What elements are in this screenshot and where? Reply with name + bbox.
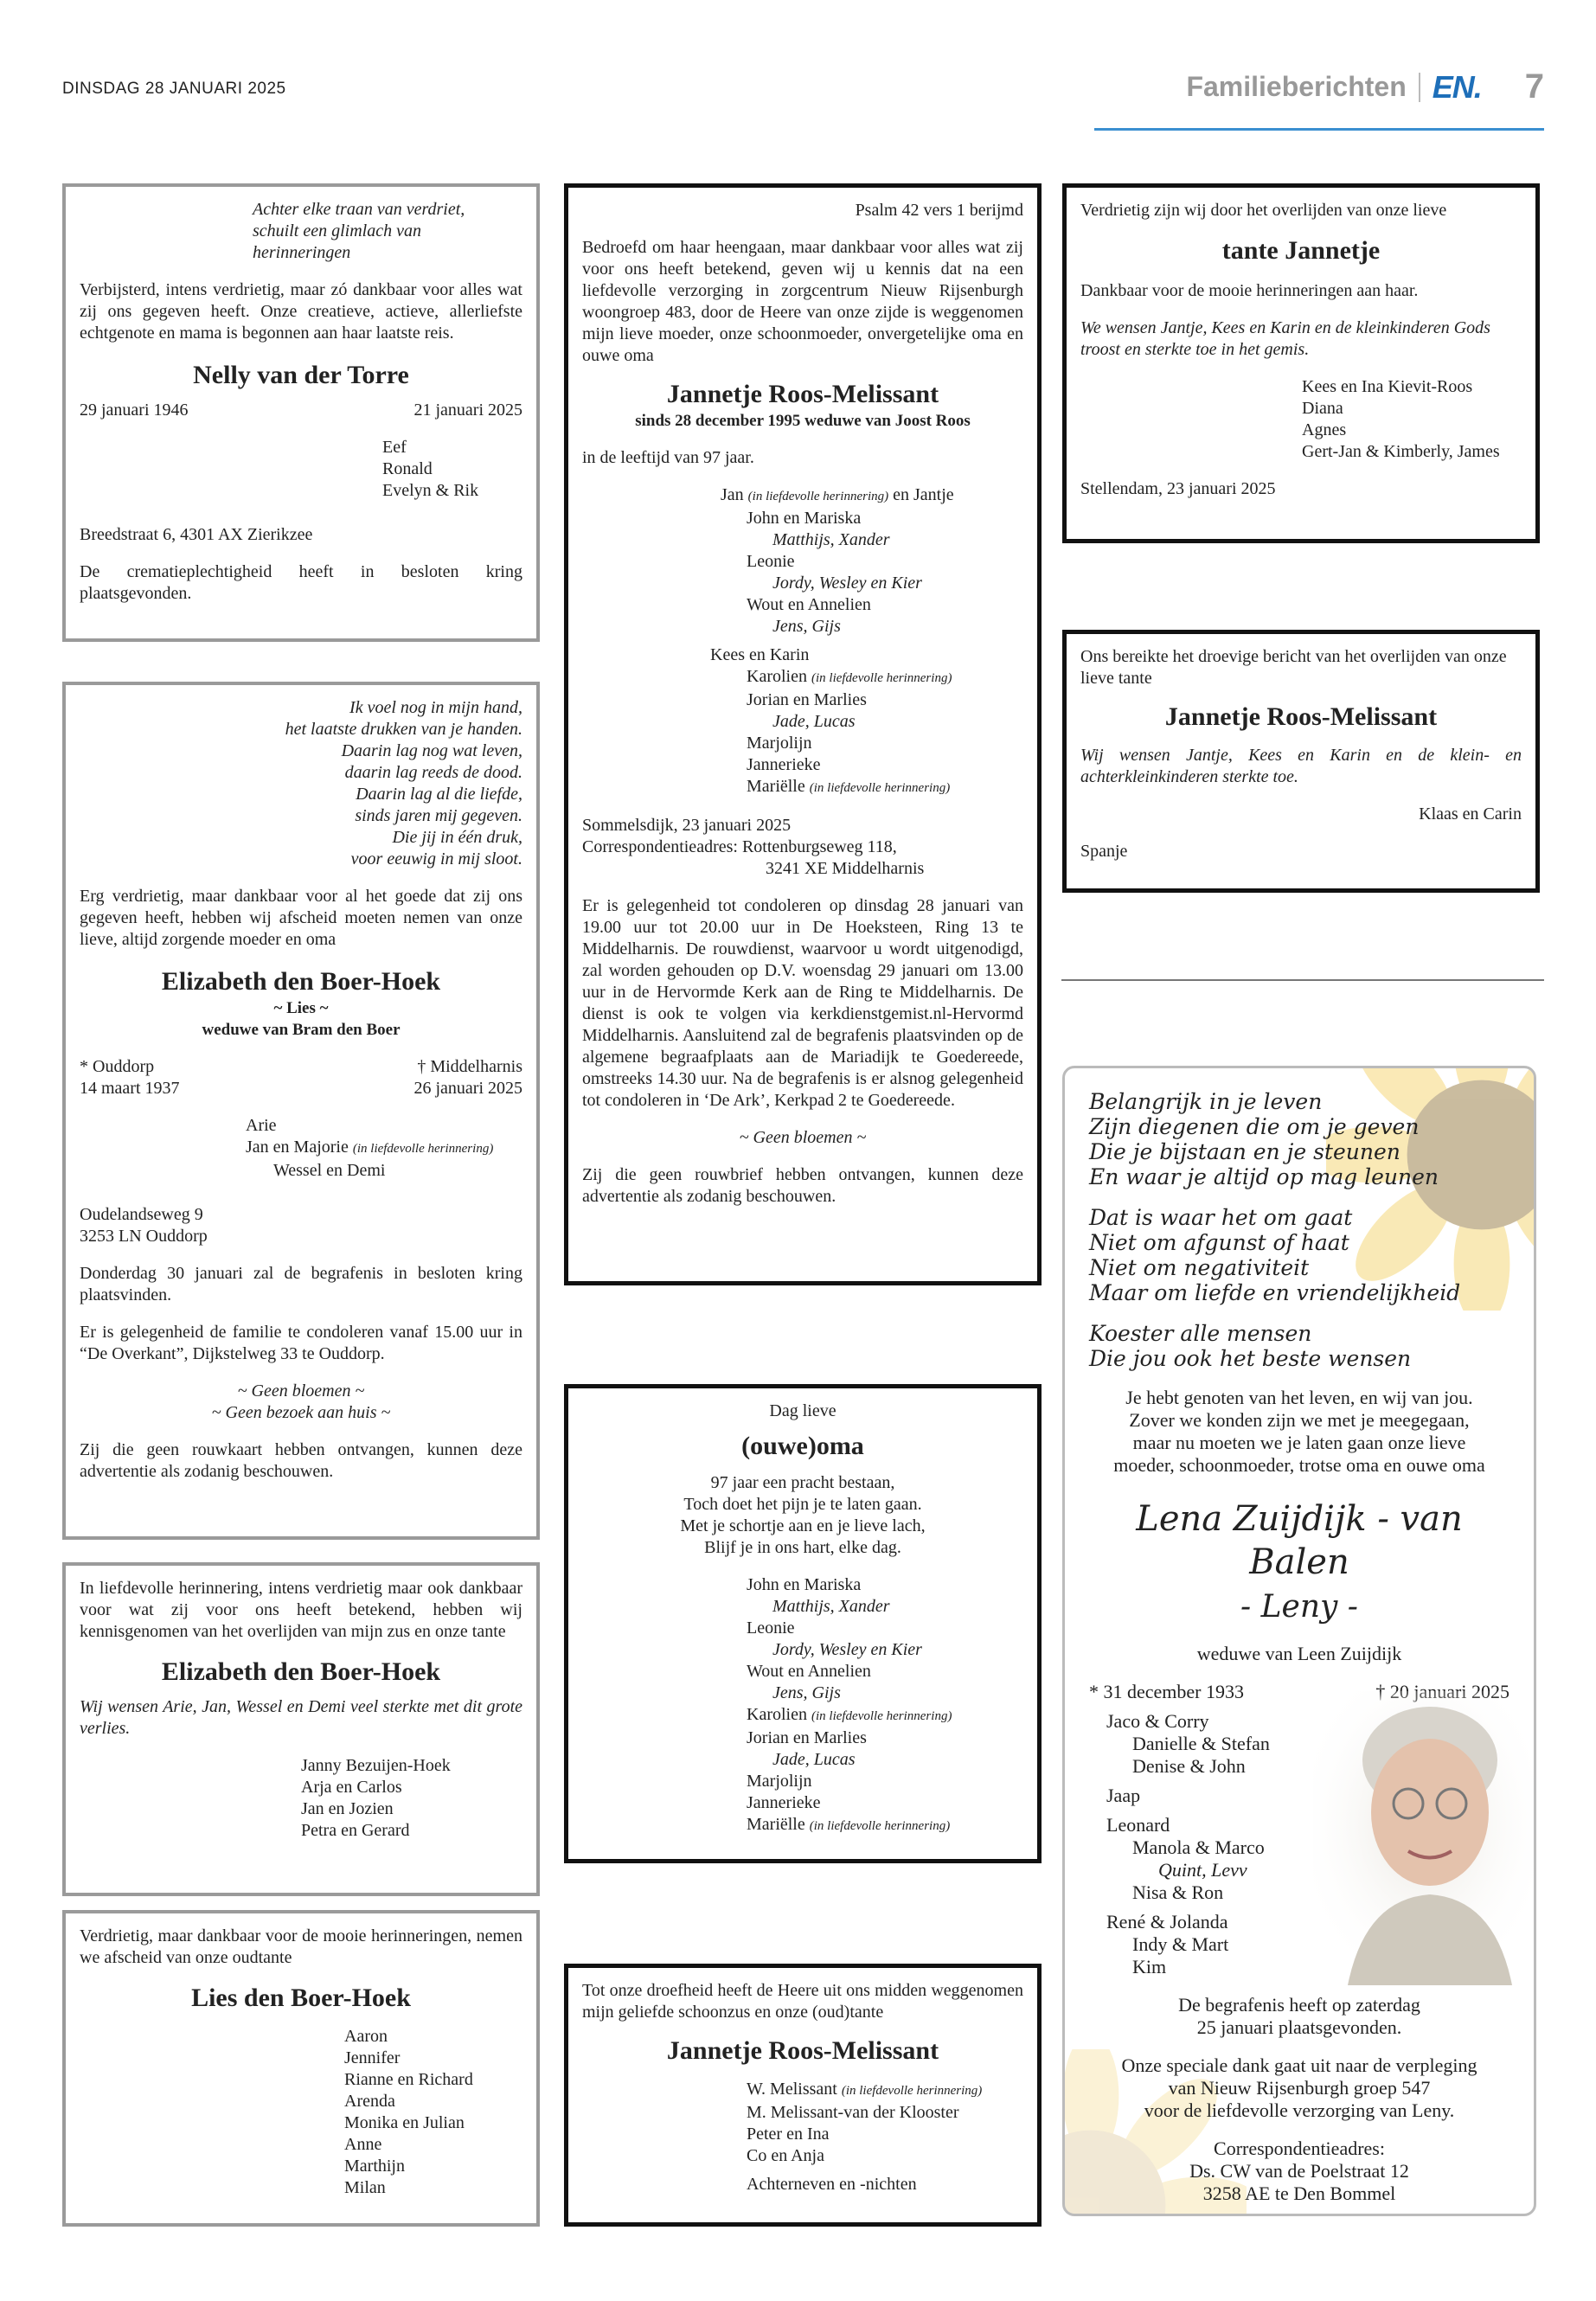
family-member: Manola & Marco (1132, 1836, 1265, 1858)
family-list (80, 1115, 522, 1182)
family-member: Indy & Mart (1132, 1933, 1229, 1955)
family-list (582, 484, 1023, 799)
deceased-name: Lena Zuijdijk - van Balen (1136, 1499, 1463, 1582)
place-date: Stellendam, 23 januari 2025 (1080, 479, 1276, 498)
family-member: Marthijn (344, 2157, 405, 2176)
family-member: John en Mariska (747, 1575, 862, 1594)
family-member-name: Mariëlle (747, 1815, 805, 1834)
deceased-name: Elizabeth den Boer-Hoek (161, 1657, 441, 1686)
family-list (80, 2026, 522, 2199)
service-info: Er is gelegenheid tot condoleren op dinsdag 28 januari van 19.00 uur tot 20.00 uur in De Hoeksteen, Ring 13 te Middelharnis. De rouwdienst, waarvoor u wordt uitgenodigd, zal worden gehouden op D.V. woensdag 29 januari om 13.00 uur in de Hervormde Kerk aan de Ring te Middelharnis. De dienst is ook te volgen via kerkdienstgemist.nl-Hervormd Middelharnis. Aansluitend zal de begrafenis plaatsvinden op de algemene begraafplaats aan de Mariadijk te Goedereede, omstreeks 14.30 uur. Na de begrafenis is er alsnog gelegenheid tot condoleren in ‘De Ark’, Kerkpad 2 te Goedereede. (582, 896, 1023, 1110)
family-member: Kees en Ina Kievit-Roos (1302, 377, 1473, 396)
family-member: Monika en Julian (344, 2113, 465, 2132)
notice-intro: Ons bereikte het droevige bericht van het overlijden van onze lieve tante (1080, 647, 1507, 688)
notice-elizabeth-niece (62, 1562, 540, 1896)
psalm-reference: Psalm 42 vers 1 berijmd (855, 201, 1023, 220)
notice-poem (80, 697, 522, 870)
ceremony-note: De crematieplechtigheid heeft in besloten kring plaatsgevonden. (80, 562, 522, 603)
great-grandchildren: Matthijs, Xander (772, 530, 890, 549)
page-date: DINSDAG 28 JANUARI 2025 (62, 80, 286, 98)
no-flowers-note: ~ Geen bloemen ~ (739, 1128, 867, 1147)
poem-line: Daarin lag nog wat leven, (341, 741, 522, 760)
family-member: Jannerieke (747, 755, 821, 774)
family-member: Jannerieke (747, 1793, 821, 1812)
nickname: - Leny - (1240, 1589, 1358, 1625)
family-member: Jaap (1106, 1785, 1141, 1806)
correspondence-address: 3241 XE Middelharnis (766, 859, 925, 878)
family-list (582, 2079, 1023, 2195)
family-member: Kees en Karin (710, 645, 810, 664)
family-member: Eef (382, 438, 407, 457)
widow-of: weduwe van Bram den Boer (202, 1021, 401, 1039)
poem-line: sinds jaren mij gegeven. (355, 806, 522, 825)
family-member: M. Melissant-van der Klooster (747, 2103, 959, 2122)
family-member: Leonard (1106, 1814, 1170, 1836)
thanks-line: voor de liefdevolle verzorging van Leny. (1144, 2099, 1455, 2121)
poem-line: Belangrijk in je leven (1089, 1089, 1323, 1114)
family-member: Milan (344, 2178, 386, 2197)
family-member: Evelyn & Rik (382, 481, 479, 500)
notice-wish: We wensen Jantje, Kees en Karin en de kleinkinderen Gods troost en sterkte toe in het gemis. (1080, 318, 1490, 359)
address-line: 3253 LN Ouddorp (80, 1227, 208, 1246)
family-member-name: en Jantje (893, 485, 954, 504)
family-member-name: Jan (721, 485, 744, 504)
family-member: Arenda (344, 2092, 395, 2111)
column-divider (1061, 979, 1544, 981)
family-member: Co en Anja (747, 2146, 824, 2165)
family-member: Danielle & Stefan (1132, 1733, 1270, 1754)
page-header (1186, 67, 1544, 106)
notice-intro (1089, 1387, 1509, 1477)
nickname: ~ Lies ~ (273, 999, 329, 1017)
family-member: Arie (246, 1116, 277, 1135)
family-member-name: Karolien (747, 667, 807, 686)
thanks-line: Onze speciale dank gaat uit naar de verpleging (1121, 2054, 1477, 2076)
family-member: Jaco & Corry (1106, 1710, 1209, 1732)
poem-line: Zijn diegenen die om je geven (1089, 1114, 1420, 1139)
family-member: Nisa & Ron (1132, 1881, 1224, 1903)
address-line: Oudelandseweg 9 (80, 1205, 203, 1224)
family-member: Rianne en Richard (344, 2070, 473, 2089)
family-member: Denise & John (1132, 1755, 1246, 1777)
death-date: 26 januari 2025 (413, 1079, 522, 1098)
family-member: Wout en Annelien (747, 595, 871, 614)
header-rule (1094, 128, 1544, 131)
family-member (747, 2079, 1023, 2102)
notice-jannetje-main (564, 183, 1042, 1285)
great-grandchildren: Jade, Lucas (772, 1750, 856, 1769)
family-member (721, 666, 1023, 689)
family-member: Diana (1302, 399, 1343, 418)
family-member: Anne (344, 2135, 382, 2154)
family-member: Peter en Ina (747, 2125, 830, 2144)
family-member: Wessel en Demi (273, 1161, 386, 1180)
deceased-name: Lies den Boer-Hoek (191, 1984, 411, 2012)
poem-line: Dat is waar het om gaat (1089, 1205, 1353, 1230)
poem-line: Daarin lag al die liefde, (356, 785, 522, 804)
family-list (80, 1755, 522, 1842)
correspondence-address: Correspondentieadres: Rottenburgseweg 118, (582, 837, 897, 856)
no-visit-note: ~ Geen bezoek aan huis ~ (211, 1403, 391, 1422)
great-grandchildren: Jens, Gijs (772, 617, 841, 636)
notice-jannetje-klaas (1062, 630, 1540, 893)
family-member: Marjolijn (747, 1772, 812, 1791)
family-member (721, 484, 1023, 508)
family-list (582, 1574, 1023, 1837)
poem-line: voor eeuwig in mij sloot. (350, 849, 522, 868)
page-number: 7 (1524, 67, 1544, 106)
poem-line: Toch doet het pijn je te laten gaan. (683, 1495, 922, 1514)
family-member: Jennifer (344, 2048, 401, 2067)
poem-line: daarin lag reeds de dood. (344, 763, 522, 782)
poem-line: Die jij in één druk, (392, 828, 522, 847)
great-grandchildren: Matthijs, Xander (772, 1597, 890, 1616)
notice-text: Verdrietig, maar dankbaar voor de mooie herinneringen, nemen we afscheid van onze oudtante (80, 1926, 522, 1967)
motto-line: schuilt een glimlach van herinneringen (253, 221, 421, 262)
family-member: Leonie (747, 552, 795, 571)
family-member: Arja en Carlos (301, 1778, 402, 1797)
notice-intro: Dag lieve (769, 1401, 836, 1420)
notice-tante-jannetje (1062, 183, 1540, 543)
life-dates (80, 400, 522, 421)
family-member: Petra en Gerard (301, 1821, 410, 1840)
family-member-name: Jan en Majorie (246, 1138, 349, 1157)
section-title: Familieberichten (1186, 71, 1407, 102)
death-place: † Middelharnis (417, 1057, 522, 1076)
family-member-name: W. Melissant (747, 2080, 837, 2099)
deceased-name: Jannetje Roos-Melissant (666, 380, 939, 408)
address-line: Correspondentieadres: (1214, 2138, 1385, 2159)
family-member: Jorian en Marlies (747, 1728, 867, 1747)
no-flowers-note: ~ Geen bloemen ~ (237, 1381, 365, 1400)
signature: Klaas en Carin (1419, 804, 1522, 824)
family-member: Kim (1132, 1956, 1167, 1977)
great-grandchildren: Jens, Gijs (772, 1683, 841, 1702)
poem-line: het laatste drukken van je handen. (285, 720, 522, 739)
portrait-photo (1313, 1691, 1534, 1985)
memory-note: (in liefdevolle herinnering) (809, 781, 951, 795)
notice-lena (1062, 1066, 1536, 2216)
notice-wish: Wij wensen Jantje, Kees en Karin en de klein- en achterkleinkinderen sterkte toe. (1080, 746, 1522, 786)
address: Breedstraat 6, 4301 AX Zierikzee (80, 525, 313, 544)
funeral-line: De begrafenis heeft op zaterdag (1178, 1994, 1420, 2016)
family-member: Achterneven en -nichten (747, 2175, 917, 2194)
condolence-info: Er is gelegenheid de familie te condoleren vanaf 15.00 uur in “De Overkant”, Dijkstelweg 33 te Ouddorp. (80, 1323, 522, 1363)
family-member (747, 1704, 1023, 1727)
birth-place: * Ouddorp (80, 1057, 155, 1076)
memory-note: (in liefdevolle herinnering) (747, 490, 889, 503)
notice-motto (80, 199, 522, 264)
notice-closing: Zij die geen rouwkaart hebben ontvangen, kunnen deze advertentie als zodanig beschouwen. (80, 1440, 522, 1481)
notice-wish: Wij wensen Arie, Jan, Wessel en Demi veel sterkte met dit grote verlies. (80, 1697, 522, 1738)
poem-line: Niet om afgunst of haat (1089, 1230, 1349, 1255)
lena-poem (1089, 1089, 1509, 1371)
thanks-line: van Nieuw Rijsenburgh groep 547 (1168, 2077, 1431, 2099)
life-places (80, 1056, 522, 1078)
family-member: Aaron (344, 2027, 388, 2046)
family-member: Ronald (382, 459, 433, 478)
family-member: René & Jolanda (1106, 1911, 1228, 1932)
notice-text: Bedroefd om haar heengaan, maar dankbaar voor alles wat zij voor ons heeft betekend, geven wij u kennis dat na een liefdevolle verzorging in zorgcentrum Nieuw Rijsenburgh woongroep 483, door de Heere van onze zijde is weggenomen mijn lieve moeder, onze schoonmoeder, onvergetelijke oma en ouwe oma (582, 238, 1023, 365)
family-member: Janny Bezuijen-Hoek (301, 1756, 451, 1775)
intro-line: maar nu moeten we je laten gaan onze lieve (1132, 1432, 1466, 1453)
age: in de leeftijd van 97 jaar. (582, 448, 754, 467)
notice-nelly (62, 183, 540, 642)
widow-of: weduwe van Leen Zuijdijk (1196, 1643, 1402, 1664)
correspondence-address (1089, 2138, 1509, 2205)
deceased-name: Nelly van der Torre (193, 361, 409, 389)
place-date: Sommelsdijk, 23 januari 2025 (582, 816, 792, 835)
memory-note: (in liefdevolle herinnering) (809, 1819, 951, 1833)
family-member: John en Mariska (747, 509, 862, 528)
widow-of: sinds 28 december 1995 weduwe van Joost Roos (635, 412, 971, 430)
intro-line: Je hebt genoten van het leven, en wij van jou. (1125, 1387, 1473, 1408)
poem-line: 97 jaar een pracht bestaan, (710, 1473, 895, 1492)
header-separator (1419, 73, 1420, 102)
notice-thanks: Dankbaar voor de mooie herinneringen aan haar. (1080, 281, 1419, 300)
poem-line: Met je schortje aan en je lieve lach, (680, 1516, 926, 1535)
notice-text: Tot onze droefheid heeft de Heere uit ons midden weggenomen mijn geliefde schoonzus en onze (oud)tante (582, 1981, 1023, 2022)
poem-line: Maar om liefde en vriendelijkheid (1089, 1280, 1461, 1305)
poem-line: Koester alle mensen (1089, 1321, 1312, 1346)
poem-line: Niet om negativiteit (1089, 1255, 1310, 1280)
notice-ouwe-oma (564, 1384, 1042, 1863)
memory-note: (in liefdevolle herinnering) (811, 1709, 952, 1723)
memory-note: (in liefdevolle herinnering) (811, 671, 952, 685)
thanks-info (1089, 2054, 1509, 2122)
family-list (80, 437, 522, 502)
address-line: 3258 AE te Den Bommel (1202, 2182, 1396, 2204)
deceased-name: tante Jannetje (1221, 236, 1381, 265)
family-member (246, 1137, 522, 1160)
notice-closing: Zij die geen rouwbrief hebben ontvangen, kunnen deze advertentie als zodanig beschouwen. (582, 1165, 1023, 1206)
poem-line: Die jou ook het beste wensen (1089, 1346, 1412, 1371)
notice-elizabeth (62, 682, 540, 1540)
poem-line: Ik voel nog in mijn hand, (349, 698, 522, 717)
funeral-info: Donderdag 30 januari zal de begrafenis in besloten kring plaatsvinden. (80, 1264, 522, 1304)
intro-line: moeder, schoonmoeder, trotse oma en ouwe oma (1113, 1454, 1485, 1476)
newspaper-logo: EN. (1432, 68, 1482, 105)
life-dates (80, 1078, 522, 1099)
memory-note: (in liefdevolle herinnering) (352, 1142, 494, 1156)
family-member (747, 1814, 1023, 1837)
family-member-name: Karolien (747, 1705, 807, 1724)
place: Spanje (1080, 842, 1128, 861)
address-line: Ds. CW van de Poelstraat 12 (1189, 2160, 1409, 2182)
notice-text: In liefdevolle herinnering, intens verdrietig maar ook dankbaar voor wat zij voor ons heeft betekend, hebben wij kennisgenomen van het overlijden van mijn zus en onze tante (80, 1579, 522, 1641)
memory-note: (in liefdevolle herinnering) (841, 2084, 983, 2098)
notice-lies (62, 1910, 540, 2227)
great-grandchildren: Quint, Levv (1158, 1859, 1247, 1881)
family-list (1080, 376, 1522, 463)
great-grandchildren: Jade, Lucas (772, 712, 856, 731)
notice-jannetje-sister-in-law (564, 1964, 1042, 2227)
family-member: Leonie (747, 1618, 795, 1638)
deceased-name: Jannetje Roos-Melissant (666, 2036, 939, 2065)
notice-poem (582, 1472, 1023, 1559)
birth-date: 14 maart 1937 (80, 1079, 180, 1098)
deceased-name: Jannetje Roos-Melissant (1164, 702, 1438, 731)
family-member (721, 776, 1023, 799)
deceased-name: (ouwe)oma (741, 1432, 864, 1460)
birth-date: 29 januari 1946 (80, 401, 189, 420)
funeral-line: 25 januari plaatsgevonden. (1196, 2016, 1402, 2038)
notice-text: Verbijsterd, intens verdrietig, maar zó dankbaar voor alles wat zij ons gegeven heeft. Onze creatieve, actieve, allerliefste echtgenote en mama is begonnen aan haar laatste reis. (80, 280, 522, 343)
poem-line: Die je bijstaan en je steunen (1089, 1139, 1401, 1164)
notice-text: Erg verdrietig, maar dankbaar voor al het goede dat zij ons gegeven heeft, hebben wij afscheid moeten nemen van onze lieve, altijd zorgende moeder en oma (80, 887, 522, 949)
deceased-name: Elizabeth den Boer-Hoek (161, 967, 441, 996)
family-member-name: Mariëlle (747, 777, 805, 796)
family-member: Gert-Jan & Kimberly, James (1302, 442, 1500, 461)
family-member: Jan en Jozien (301, 1799, 394, 1818)
death-date: 21 januari 2025 (413, 401, 522, 420)
birth-date: * 31 december 1933 (1089, 1681, 1244, 1702)
poem-line: En waar je altijd op mag leunen (1089, 1164, 1439, 1189)
great-grandchildren: Jordy, Wesley en Kier (772, 1640, 922, 1659)
family-member: Marjolijn (747, 734, 812, 753)
family-member: Agnes (1302, 420, 1347, 439)
family-member: Wout en Annelien (747, 1662, 871, 1681)
great-grandchildren: Jordy, Wesley en Kier (772, 574, 922, 593)
funeral-info (1089, 1994, 1509, 2039)
motto-line: Achter elke traan van verdriet, (253, 200, 465, 219)
poem-line: Blijf je in ons hart, elke dag. (704, 1538, 901, 1557)
family-member: Jorian en Marlies (747, 690, 867, 709)
intro-line: Zover we konden zijn we met je meegegaan, (1129, 1409, 1470, 1431)
notice-intro: Verdrietig zijn wij door het overlijden van onze lieve (1080, 201, 1447, 220)
